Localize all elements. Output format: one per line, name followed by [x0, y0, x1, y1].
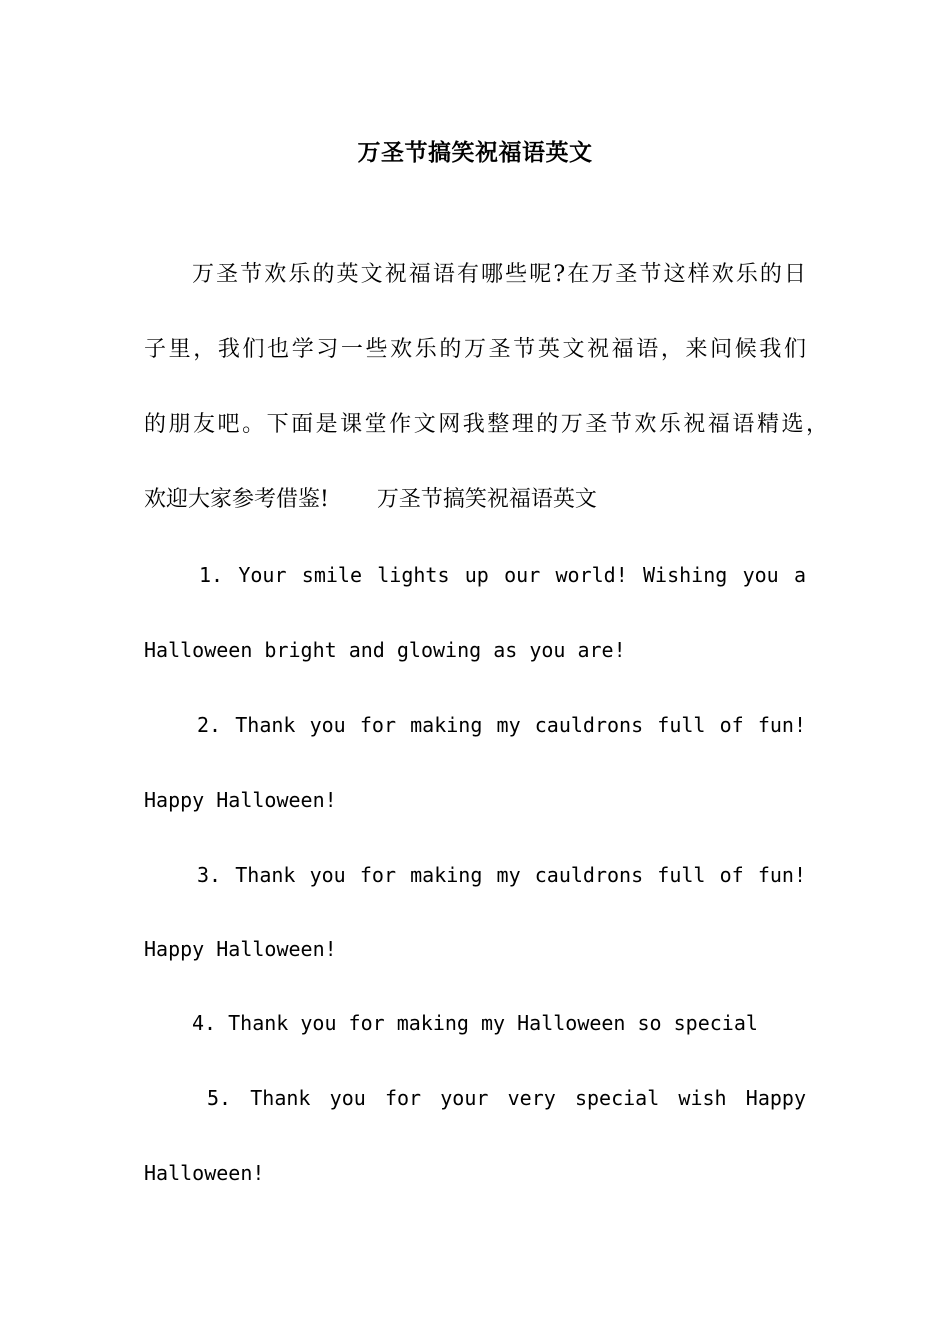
list-item-5-line-2: Halloween! — [144, 1161, 265, 1185]
list-item-4-line-1: 4. Thank you for making my Halloween so special — [192, 1011, 758, 1035]
intro-closing: 欢迎大家参考借鉴! — [144, 487, 329, 512]
list-item-3-line-2: Happy Halloween! — [144, 937, 337, 961]
list-item-2-line-2: Happy Halloween! — [144, 788, 337, 812]
list-item-5-line-1: 5. Thank you for your very special wish Happy — [207, 1086, 806, 1110]
intro-line-1: 万圣节欢乐的英文祝福语有哪些呢?在万圣节这样欢乐的日 — [192, 262, 806, 287]
list-item-1-line-1: 1. Your smile lights up our world! Wishing you a — [199, 563, 806, 587]
intro-line-2: 子里，我们也学习一些欢乐的万圣节英文祝福语，来问候我们 — [144, 337, 806, 362]
section-heading: 万圣节搞笑祝福语英文 — [376, 487, 597, 512]
intro-line-4 — [144, 480, 597, 520]
list-item-2-line-1: 2. Thank you for making my cauldrons full of fun! — [197, 713, 806, 737]
list-item-1-line-2: Halloween bright and glowing as you are! — [144, 638, 626, 662]
document-title: 万圣节搞笑祝福语英文 — [357, 139, 593, 166]
list-item-3-line-1: 3. Thank you for making my cauldrons full of fun! — [197, 863, 806, 887]
intro-line-3: 的朋友吧。下面是课堂作文网我整理的万圣节欢乐祝福语精选， — [144, 412, 828, 437]
